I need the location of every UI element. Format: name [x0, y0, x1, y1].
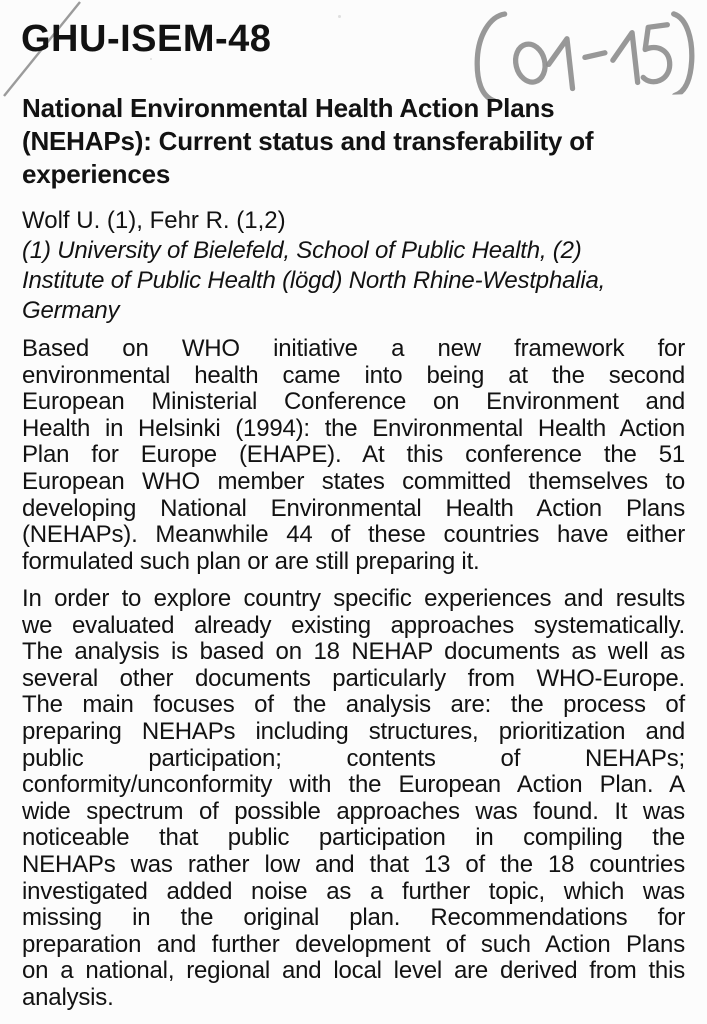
pencil-stroke — [641, 25, 670, 82]
text-line: European WHO member states committed themselves to — [22, 467, 685, 495]
pencil-stroke — [612, 33, 638, 84]
text-line: (NEHAPs). Meanwhile 44 of these countries have either — [22, 521, 685, 549]
abstract-paragraph-2 — [22, 586, 685, 1012]
text-line: (1) University of Bielefeld, School of Public Health, (2) — [22, 237, 582, 264]
text-line: formulated such plan or are still preparing it. — [22, 547, 480, 575]
pencil-stroke — [548, 39, 573, 90]
text-line: on a national, regional and local level are derived from this — [22, 957, 685, 985]
pencil-stroke — [672, 13, 693, 95]
text-line: In order to explore country specific experiences and results — [22, 585, 685, 612]
text-line: Health in Helsinki (1994): the Environmental Health Action — [22, 414, 685, 442]
handwritten-annotation — [446, 0, 705, 102]
text-line: investigated added noise as a further topic, which was — [22, 877, 685, 905]
text-line: several other documents particularly from WHO-Europe. — [22, 664, 685, 692]
abstract-paragraph-1 — [22, 336, 685, 575]
pencil-stroke — [475, 14, 507, 101]
text-line: experiences — [22, 159, 171, 189]
abstract-title — [22, 92, 672, 191]
text-line: noticeable that public participation in compiling the — [22, 824, 685, 852]
text-line: (NEHAPs): Current status and transferability of — [22, 126, 594, 156]
text-line: public participation; contents of NEHAPs; — [22, 744, 685, 772]
text-line: European Ministerial Conference on Environment and — [22, 388, 685, 416]
text-line: NEHAPs was rather low and that 13 of the 18 countries — [22, 850, 685, 878]
text-line: Plan for Europe (EHAPE). At this conference the 51 — [22, 441, 685, 469]
abstract-code: GHU-ISEM-48 — [21, 18, 272, 60]
text-line: National Environmental Health Action Plans — [22, 93, 555, 123]
text-line: we evaluated already existing approaches systematically. — [22, 611, 685, 639]
text-line: environmental health came into being at the second — [22, 361, 685, 389]
scan-speckle — [338, 15, 341, 18]
text-line: missing in the original plan. Recommendations for — [22, 904, 685, 932]
text-line: The main focuses of the analysis are: the process of — [22, 691, 685, 719]
text-line: conformity/unconformity with the European Action Plan. A — [22, 771, 685, 799]
text-line: Institute of Public Health (lögd) North Rhine-Westphalia, — [22, 267, 606, 294]
authors-line: Wolf U. (1), Fehr R. (1,2) — [22, 207, 286, 234]
pencil-stroke — [585, 53, 605, 58]
text-line: preparing NEHAPs including structures, prioritization and — [22, 717, 685, 745]
text-line: preparation and further development of such Action Plans — [22, 930, 685, 958]
text-line: developing National Environmental Health Action Plans — [22, 494, 685, 522]
pencil-stroke — [512, 41, 549, 85]
text-line: Germany — [22, 297, 120, 324]
text-line: Based on WHO initiative a new framework for — [22, 335, 685, 362]
text-line: analysis. — [22, 983, 114, 1011]
scan-speckle — [150, 58, 152, 60]
text-line: wide spectrum of possible approaches was found. It was — [22, 797, 685, 825]
text-line: The analysis is based on 18 NEHAP documents as well as — [22, 638, 685, 666]
affiliation — [22, 236, 682, 326]
